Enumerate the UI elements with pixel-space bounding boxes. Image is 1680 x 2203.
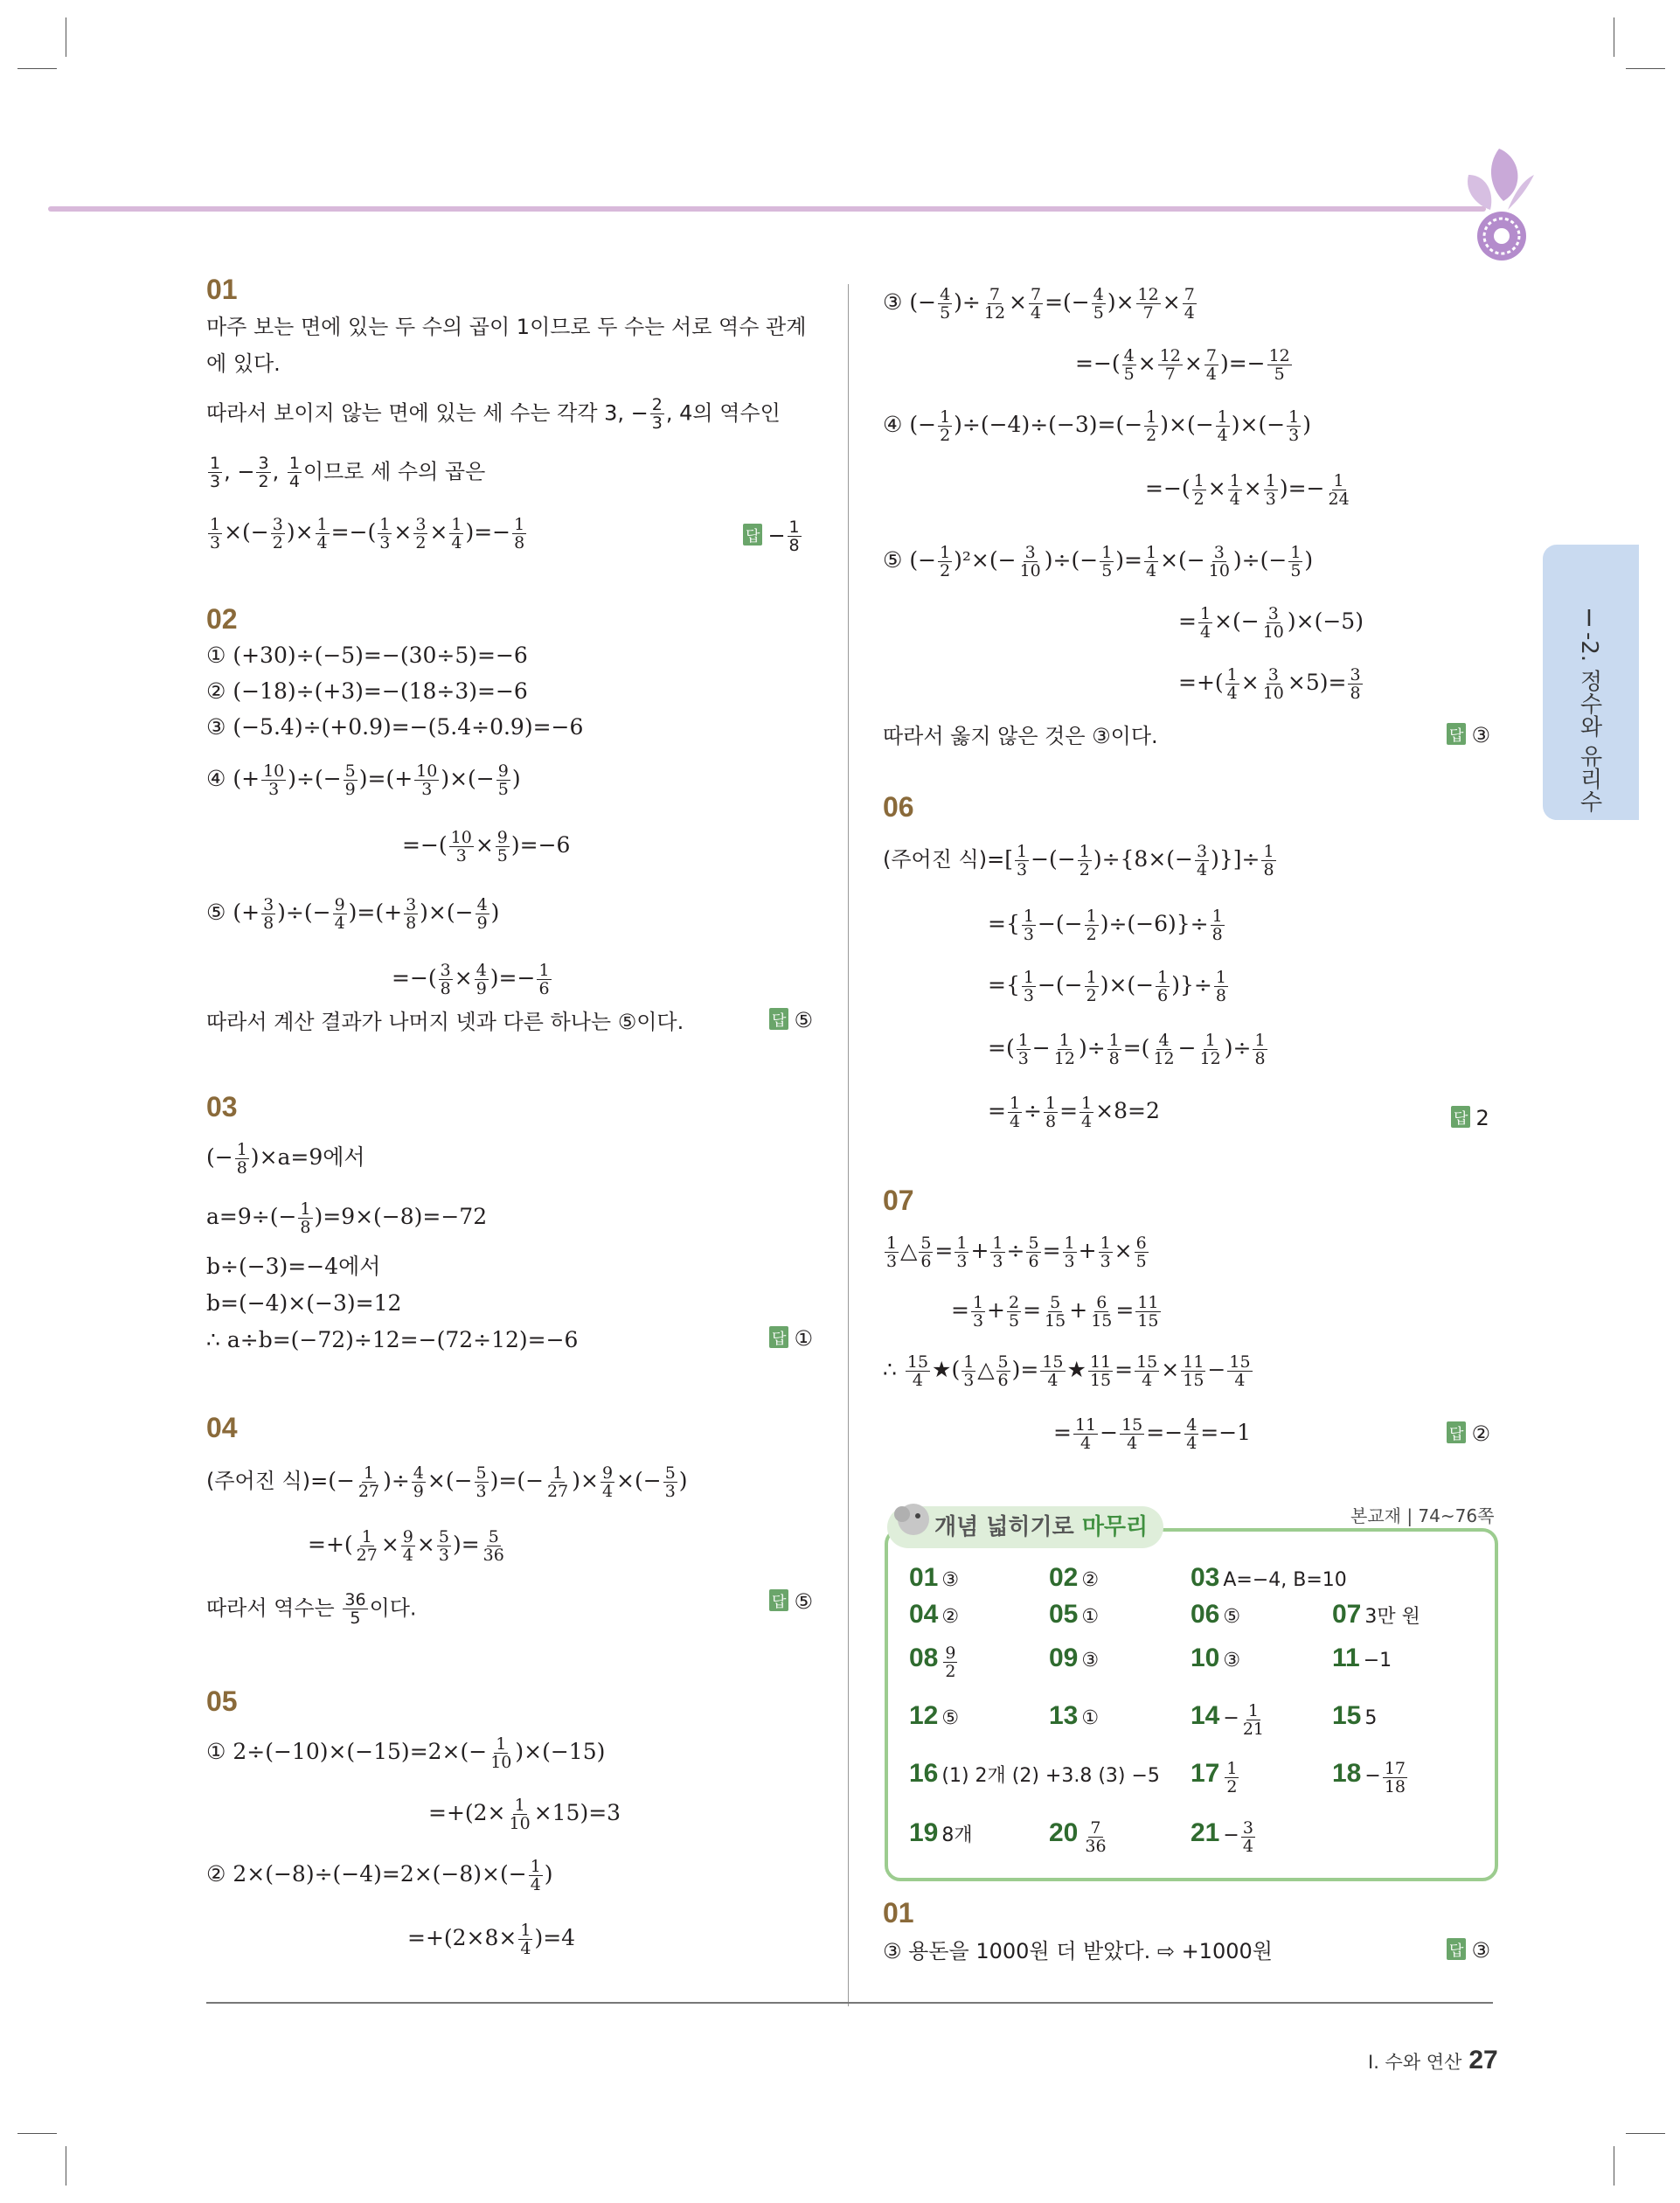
summary-item-fraction: $\frac{3}{4}$ <box>1242 1818 1253 1856</box>
summary-item-value: ③ <box>1081 1650 1100 1671</box>
summary-item-20 <box>1049 1818 1110 1855</box>
problem-number: 06 <box>883 791 914 823</box>
summary-item-value: A=−4, B=10 <box>1223 1569 1347 1591</box>
answer: 답 ① <box>769 1326 813 1351</box>
equation: = $\frac{1}{4}$ ×(− $\frac{3}{10}$ )×(−5) <box>1178 604 1364 642</box>
equation: (주어진 식)=(− $\frac{1}{27}$ )÷ $\frac{4}{9}$ ×(− $\frac{5}{3}$ )=(− $\frac{1}{27}$ )× $\frac{9}{4}$ ×(− $\frac{5}{3}$ ) <box>206 1463 688 1501</box>
equation: = $\frac{11}{4}$ − $\frac{15}{4}$ =− $\frac{4}{4}$ =−1 <box>1053 1415 1252 1453</box>
equation: ∴ a÷b=(−72)÷12=−(72÷12)=−6 <box>206 1327 579 1352</box>
summary-item-18 <box>1332 1759 1409 1796</box>
equation: ② (−18)÷(+3)=−(18÷3)=−6 <box>206 678 528 704</box>
summary-item-16 <box>909 1759 1160 1789</box>
summary-item-value: − <box>1223 1707 1239 1729</box>
equation: ② 2×(−8)÷(−4)=2×(−8)×(− $\frac{1}{4}$ ) <box>206 1857 553 1894</box>
equation: $\frac{1}{3}$ △ $\frac{5}{6}$ = $\frac{1}{3}$ + $\frac{1}{3}$ ÷ $\frac{5}{6}$ = $\frac{1}{3}$ + $\frac{1}{3}$ × $\frac{6}{5}$ <box>886 1234 1147 1271</box>
equation: $\frac{1}{3}$ ×(− $\frac{3}{2}$ )× $\frac{1}{4}$ =−( $\frac{1}{3}$ × $\frac{3}{2}$ × $\frac{1}{4}$ )=− $\frac{1}{8}$ <box>210 515 525 552</box>
equation: ① 2÷(−10)×(−15)=2×(− $\frac{1}{10}$ )×(−15) <box>206 1734 606 1772</box>
summary-item-09 <box>1049 1644 1099 1673</box>
equation: ④ (− $\frac{1}{2}$ )÷(−4)÷(−3)=(− $\frac{1}{2}$ )×(− $\frac{1}{4}$ )×(− $\frac{1}{3}$ ) <box>883 407 1312 445</box>
summary-item-08 <box>909 1644 959 1680</box>
summary-item-value: −1 <box>1363 1650 1392 1671</box>
text-line: ③ 용돈을 1000원 더 받았다. ⇨ +1000원 <box>883 1939 1273 1963</box>
text-line: 따라서 계산 결과가 나머지 넷과 다른 하나는 ⑤이다. <box>206 1010 684 1034</box>
problem-number: 02 <box>206 603 238 635</box>
summary-item-number: 21 <box>1191 1818 1220 1847</box>
equation: = $\frac{1}{4}$ ÷ $\frac{1}{8}$ = $\frac{1}{4}$ ×8=2 <box>988 1094 1160 1131</box>
summary-item-number: 02 <box>1049 1563 1079 1592</box>
summary-item-number: 20 <box>1049 1818 1079 1847</box>
problem-number: 05 <box>206 1685 238 1717</box>
summary-item-07 <box>1332 1600 1420 1630</box>
equation: ={ $\frac{1}{3}$ −(− $\frac{1}{2}$ )÷(−6)}÷ $\frac{1}{8}$ <box>988 907 1223 944</box>
summary-item-fraction: $\frac{1}{2}$ <box>1226 1759 1238 1796</box>
textbook-reference: 본교재 | 74~76쪽 <box>1350 1505 1495 1526</box>
summary-item-number: 14 <box>1191 1701 1220 1730</box>
text-line: 에 있다. <box>206 351 281 376</box>
flower-ornament-icon <box>1451 140 1547 271</box>
equation: (− $\frac{1}{8}$ )×a=9에서 <box>206 1140 365 1178</box>
summary-item-value: − <box>1223 1824 1239 1846</box>
summary-item-number: 04 <box>909 1600 939 1629</box>
equation: ={ $\frac{1}{3}$ −(− $\frac{1}{2}$ )×(− $\frac{1}{6}$ )}÷ $\frac{1}{8}$ <box>988 968 1226 1005</box>
summary-item-number: 17 <box>1191 1759 1220 1788</box>
summary-item-value: − <box>1364 1765 1381 1787</box>
summary-item-number: 09 <box>1049 1644 1079 1672</box>
summary-item-value: 5 <box>1364 1707 1378 1729</box>
summary-item-value: ⑤ <box>1223 1606 1241 1628</box>
summary-item-05 <box>1049 1600 1099 1630</box>
equation: =−( $\frac{3}{8}$ × $\frac{4}{9}$ )=− $\frac{1}{6}$ <box>392 961 550 998</box>
chapter-side-tab[interactable]: Ⅰ-2. 정수와 유리수 <box>1543 545 1639 820</box>
text-line: 따라서 보이지 않는 면에 있는 세 수는 각각 3, − $\frac{2}{3}$ , 4의 역수인 <box>206 395 781 433</box>
summary-item-value: ② <box>1081 1569 1100 1591</box>
summary-item-number: 06 <box>1191 1600 1220 1629</box>
answer: 답 ③ <box>1447 723 1490 747</box>
problem-number: 01 <box>206 274 238 305</box>
summary-item-number: 10 <box>1191 1644 1220 1672</box>
answer: 답 − $\frac{1}{8}$ <box>743 518 803 554</box>
equation: b=(−4)×(−3)=12 <box>206 1290 402 1316</box>
problem-number: 07 <box>883 1185 914 1216</box>
summary-item-14 <box>1191 1701 1267 1738</box>
summary-item-15 <box>1332 1701 1377 1731</box>
equation: = $\frac{1}{3}$ + $\frac{2}{5}$ = $\frac{5}{15}$ + $\frac{6}{15}$ = $\frac{11}{15}$ <box>951 1293 1159 1331</box>
text-line: 마주 보는 면에 있는 두 수의 곱이 1이므로 두 수는 서로 역수 관계 <box>206 315 807 339</box>
answer: 답 2 <box>1451 1106 1489 1130</box>
summary-item-value: ③ <box>941 1569 960 1591</box>
summary-item-number: 13 <box>1049 1701 1079 1730</box>
equation: =+(2×8× $\frac{1}{4}$ )=4 <box>407 1921 576 1958</box>
summary-item-number: 08 <box>909 1644 939 1672</box>
header-rule <box>48 206 1486 212</box>
equation: =( $\frac{1}{3}$ − $\frac{1}{12}$ )÷ $\frac{1}{8}$ =( $\frac{4}{12}$ − $\frac{1}{12}$ )÷ $\frac{1}{8}$ <box>988 1031 1266 1068</box>
problem-number: 03 <box>206 1091 238 1122</box>
column-divider <box>848 284 849 2006</box>
answer: 답 ⑤ <box>769 1589 813 1614</box>
summary-item-value: ② <box>941 1606 960 1628</box>
summary-item-number: 03 <box>1191 1563 1220 1592</box>
summary-item-number: 11 <box>1332 1644 1360 1672</box>
summary-item-02 <box>1049 1563 1099 1593</box>
equation: ④ (+ $\frac{10}{3}$ )÷(− $\frac{5}{9}$ )=(+ $\frac{10}{3}$ )×(− $\frac{9}{5}$ ) <box>206 761 521 799</box>
problem-number: 04 <box>206 1412 238 1443</box>
summary-item-value: 3만 원 <box>1364 1606 1420 1628</box>
problem-number: 01 <box>883 1897 914 1928</box>
elephant-mascot-icon <box>892 1495 935 1539</box>
summary-item-fraction: $\frac{17}{18}$ <box>1384 1759 1406 1796</box>
answer: 답 ③ <box>1447 1938 1490 1963</box>
summary-item-11 <box>1332 1644 1392 1673</box>
text-line: 따라서 역수는 $\frac{36}{5}$ 이다. <box>206 1590 417 1628</box>
summary-item-number: 19 <box>909 1818 939 1847</box>
answer: 답 ⑤ <box>769 1008 813 1032</box>
equation: =−( $\frac{4}{5}$ × $\frac{12}{7}$ × $\frac{7}{4}$ )=− $\frac{12}{5}$ <box>1075 346 1290 384</box>
equation: ③ (−5.4)÷(+0.9)=−(5.4÷0.9)=−6 <box>206 714 584 740</box>
summary-item-01 <box>909 1563 959 1593</box>
summary-item-value: ① <box>1081 1707 1100 1729</box>
equation: =+(2× $\frac{1}{10}$ ×15)=3 <box>428 1796 621 1833</box>
summary-item-21 <box>1191 1818 1257 1855</box>
equation: ⑤ (+ $\frac{3}{8}$ )÷(− $\frac{9}{4}$ )=(+ $\frac{3}{8}$ )×(− $\frac{4}{9}$ ) <box>206 895 500 933</box>
summary-box-label: 개념 넓히기로 마무리 <box>887 1506 1163 1548</box>
summary-item-value: 8개 <box>941 1824 973 1846</box>
summary-item-value: (1) 2개 (2) +3.8 (3) −5 <box>941 1765 1160 1787</box>
equation: ③ (− $\frac{4}{5}$ )÷ $\frac{7}{12}$ × $\frac{7}{4}$ =(− $\frac{4}{5}$ )× $\frac{12}{7}$ × $\frac{7}{4}$ <box>883 285 1195 323</box>
summary-item-number: 07 <box>1332 1600 1362 1629</box>
summary-item-number: 12 <box>909 1701 939 1730</box>
summary-item-04 <box>909 1600 959 1630</box>
equation: b÷(−3)=−4에서 <box>206 1254 381 1279</box>
summary-item-13 <box>1049 1701 1099 1731</box>
summary-item-12 <box>909 1701 959 1731</box>
summary-item-number: 16 <box>909 1759 939 1788</box>
text-line: $\frac{1}{3}$ , − $\frac{3}{2}$ , $\frac{1}{4}$ 이므로 세 수의 곱은 <box>210 454 486 491</box>
equation: =+( $\frac{1}{27}$ × $\frac{9}{4}$ × $\frac{5}{3}$ )= $\frac{5}{36}$ <box>308 1527 504 1565</box>
equation: =−( $\frac{10}{3}$ × $\frac{9}{5}$ )=−6 <box>402 828 571 865</box>
summary-item-value: ① <box>1081 1606 1100 1628</box>
footer-rule <box>206 2002 1493 2004</box>
summary-item-10 <box>1191 1644 1240 1673</box>
equation: a=9÷(− $\frac{1}{8}$ )=9×(−8)=−72 <box>206 1199 488 1237</box>
summary-item-fraction: $\frac{1}{21}$ <box>1242 1701 1264 1739</box>
summary-item-03 <box>1191 1563 1347 1593</box>
equation: =−( $\frac{1}{2}$ × $\frac{1}{4}$ × $\frac{1}{3}$ )=− $\frac{1}{24}$ <box>1145 471 1350 509</box>
equation: ① (+30)÷(−5)=−(30÷5)=−6 <box>206 643 528 668</box>
equation: ∴ $\frac{15}{4}$ ★( $\frac{1}{3}$ △ $\frac{5}{6}$ )= $\frac{15}{4}$ ★ $\frac{11}{15}$ = $\frac{15}{4}$ × $\frac{11}{15}$ − $\frac{15}{4}$ <box>883 1352 1251 1390</box>
page-footer: Ⅰ. 수와 연산 27 <box>1368 2046 1498 2074</box>
summary-item-06 <box>1191 1600 1240 1630</box>
summary-item-17 <box>1191 1759 1240 1796</box>
summary-item-number: 05 <box>1049 1600 1079 1629</box>
summary-item-19 <box>909 1818 973 1848</box>
summary-item-value: ⑤ <box>941 1707 960 1729</box>
summary-item-fraction: $\frac{7}{36}$ <box>1085 1818 1107 1856</box>
summary-item-value: ③ <box>1223 1650 1241 1671</box>
text-line: 따라서 옳지 않은 것은 ③이다. <box>883 724 1158 748</box>
answer: 답 ② <box>1447 1421 1490 1446</box>
equation: =+( $\frac{1}{4}$ × $\frac{3}{10}$ ×5)= $\frac{3}{8}$ <box>1178 665 1361 703</box>
summary-item-number: 01 <box>909 1563 939 1592</box>
summary-item-fraction: $\frac{9}{2}$ <box>945 1644 956 1681</box>
equation: ⑤ (− $\frac{1}{2}$ )²×(− $\frac{3}{10}$ )÷(− $\frac{1}{5}$ )= $\frac{1}{4}$ ×(− $\frac{3}{10}$ )÷(− $\frac{1}{5}$ ) <box>883 543 1314 580</box>
summary-item-number: 15 <box>1332 1701 1362 1730</box>
summary-item-number: 18 <box>1332 1759 1362 1788</box>
equation: (주어진 식)=[ $\frac{1}{3}$ −(− $\frac{1}{2}$ )÷{8×(− $\frac{3}{4}$ )}]÷ $\frac{1}{8}$ <box>883 842 1274 879</box>
